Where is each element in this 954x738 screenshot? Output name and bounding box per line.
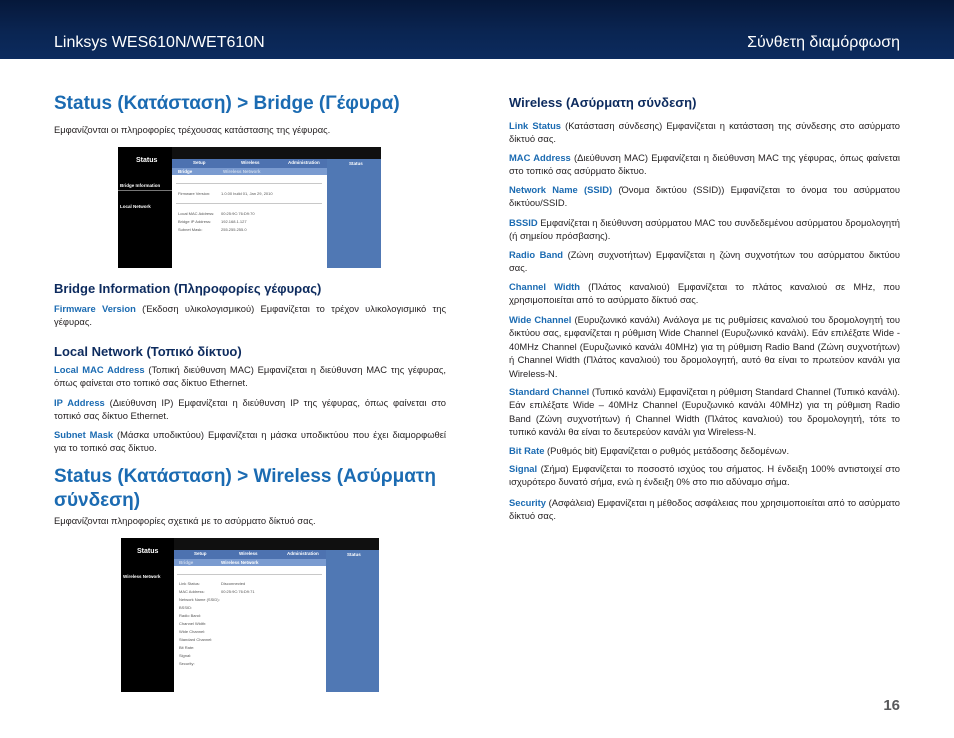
ip-address-paragraph: IP Address (Διεύθυνση IP) Εμφανίζεται η διεύθυνση IP της γέφυρας, όπως φαίνεται στο τοπικό σας δίκτυο Ethernet. [54, 397, 446, 422]
bridge-information-heading: Bridge Information (Πληροφορίες γέφυρας) [54, 281, 322, 296]
bridge-intro: Εμφανίζονται οι πληροφορίες τρέχουσας κατάστασης της γέφυρας. [54, 124, 331, 135]
wireless-status-title-line2: σύνδεση) [54, 490, 141, 511]
mac-address-paragraph: MAC Address (Διεύθυνση MAC) Εμφανίζεται η διεύθυνση MAC της γέφυρας, όπως φαίνεται στο τοπικό σας ασύρματο δίκτυο. [509, 152, 900, 177]
bridge-status-screenshot: Status Setup Wireless Administration Status Bridge Wireless Network Bridge Information Local Network Firmware Version: 1.0.00 build 01, Jan 29, 2010 Local MAC Address: 00:25:9C:76:D9:70 Bridge IP Address: 192.168.1.127 Subnet Mask: 255.255.255.0 [118, 147, 381, 268]
wireless-intro: Εμφανίζονται πληροφορίες σχετικά με το ασύρματο δίκτυό σας. [54, 515, 316, 526]
local-network-heading: Local Network (Τοπικό δίκτυο) [54, 344, 242, 359]
firmware-version-paragraph: Firmware Version (Έκδοση υλικολογισμικού) Εμφανίζεται το τρέχον υλικολογισμικό της γέφυρας. [54, 303, 446, 328]
subnet-mask-paragraph: Subnet Mask (Μάσκα υποδικτύου) Εμφανίζεται η μάσκα υποδικτύου που έχει διαμορφωθεί για το τοπικό σας δίκτυο. [54, 429, 446, 454]
channel-width-paragraph: Channel Width (Πλάτος καναλιού) Εμφανίζεται το πλάτος καναλιού σε MHz, που χρησιμοποιείται από το ασύρματο δίκτυό σας. [509, 281, 900, 306]
link-status-paragraph: Link Status (Κατάσταση σύνδεσης) Εμφανίζεται η κατάσταση της σύνδεσης στο ασύρματο δίκτυό σας. [509, 120, 900, 145]
page-header [0, 0, 954, 59]
product-name: Linksys WES610N/WET610N [54, 34, 265, 51]
signal-paragraph: Signal (Σήμα) Εμφανίζεται το ποσοστό ισχύος του σήματος. Η ένδειξη 100% αντιστοιχεί στο ισχυρότερο δυνατό σήμα, ενώ η ένδειξη 0% στο πιο αδύναμο σήμα. [509, 463, 900, 488]
page-number: 16 [883, 697, 900, 714]
bssid-paragraph: BSSID Εμφανίζεται η διεύθυνση ασύρματου MAC του συνδεδεμένου ασύρματου δρομολογητή (ή σημείου πρόσβασης). [509, 217, 900, 242]
local-mac-paragraph: Local MAC Address (Τοπική διεύθυνση MAC) Εμφανίζεται η διεύθυνση MAC της γέφυρας, όπως φαίνεται στο τοπικό σας δίκτυο Ethernet. [54, 364, 446, 389]
security-paragraph: Security (Ασφάλεια) Εμφανίζεται η μέθοδος ασφάλειας που χρησιμοποιείται από το ασύρματο δίκτυό σας. [509, 497, 900, 522]
wireless-heading: Wireless (Ασύρματη σύνδεση) [509, 95, 697, 110]
wireless-status-title-line1: Status (Κατάσταση) > Wireless (Ασύρματη [54, 466, 436, 487]
network-name-paragraph: Network Name (SSID) (Όνομα δικτύου (SSID)) Εμφανίζεται το όνομα του ασύρματου δικτύου/SSID. [509, 184, 900, 209]
bit-rate-paragraph: Bit Rate (Ρυθμός bit) Εμφανίζεται ο ρυθμός μετάδοσης δεδομένων. [509, 445, 790, 456]
radio-band-paragraph: Radio Band (Ζώνη συχνοτήτων) Εμφανίζεται η ζώνη συχνοτήτων του ασύρματου δικτύου σας. [509, 249, 900, 274]
bridge-status-title: Status (Κατάσταση) > Bridge (Γέφυρα) [54, 93, 400, 114]
section-name: Σύνθετη διαμόρφωση [747, 34, 900, 51]
standard-channel-paragraph: Standard Channel (Τυπικό κανάλι) Εμφανίζεται η ρύθμιση Standard Channel (Τυπικό κανάλι). Εάν επιλέξατε Wide – 40MHz Channel (Ευρυζωνικό κανάλι 40MHz) για τη ρύθμιση Radio Band (Ζώνη συχνοτήτων) ή Channel Width (Πλάτος καναλιού) του δρομολογητή, τότε το τυπικό κανάλι θα είναι το δευτερεύον κανάλι για Wireless-N. [509, 386, 901, 438]
wide-channel-paragraph: Wide Channel (Ευρυζωνικό κανάλι) Ανάλογα με τις ρυθμίσεις καναλιού του δρομολογητή του δικτύου σας, εμφανίζεται η ρύθμιση Wide Channel (Ευρυζωνικό κανάλι). Εάν επιλέξατε Wide - 40MHz Channel (Ευρυζωνικό κανάλι 40MHz) για τη ρύθμιση Radio Band (Ζώνη συχνοτήτων) ή Channel Width (Πλάτος καναλιού) του δρομολογητή, αυτό θα είναι το πρωτεύον κανάλι για Wireless-N. [509, 314, 900, 379]
wireless-status-screenshot: Status Setup Wireless Administration Status Bridge Wireless Network Wireless Network Link Status: Disconnected MAC Address: 00:25:9C:76:D9:71 Network Name (SSID): BSSID: Radio Band: Channel Width: Wide Channel: Standard Channel: Bit Rate: Signal: Security: [121, 538, 379, 692]
